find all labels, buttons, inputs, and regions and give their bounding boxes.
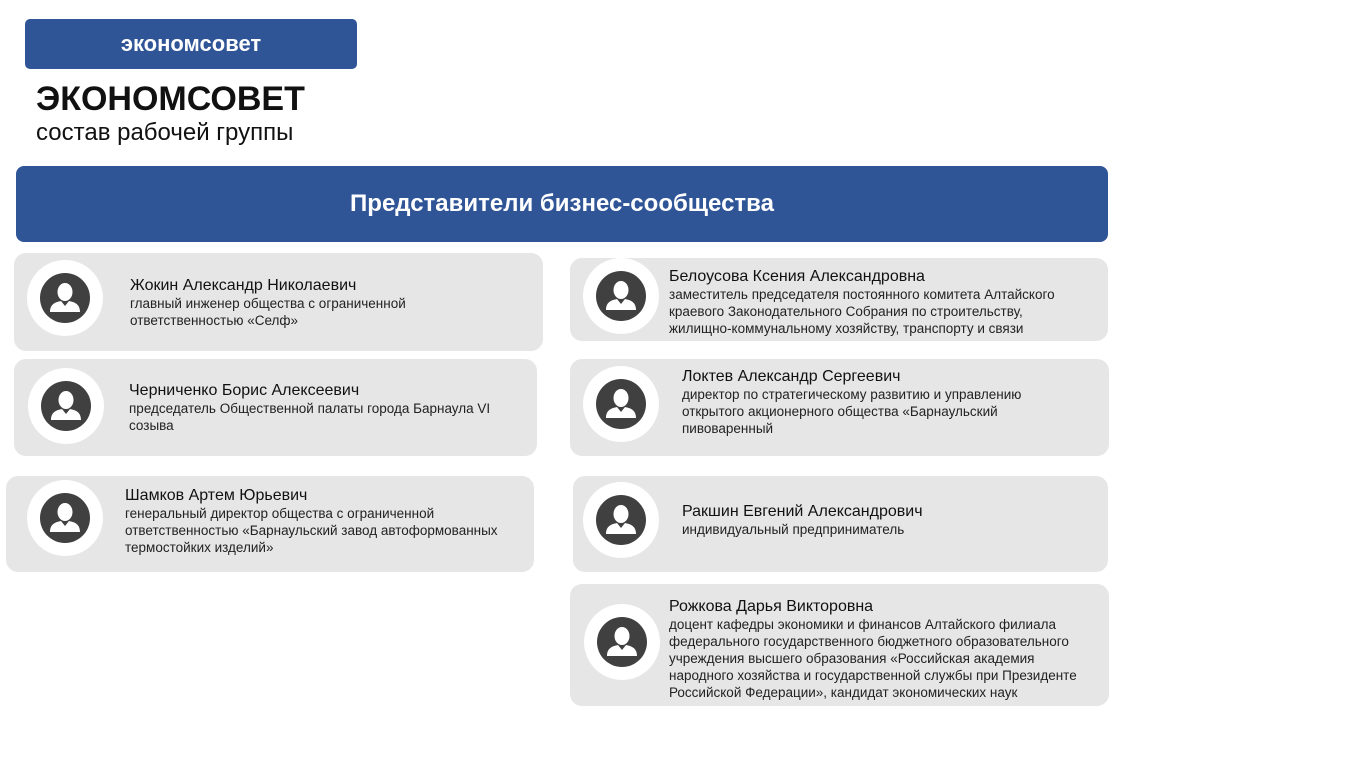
- member-position: генеральный директор общества с ограниченной ответственностью «Барнаульский завод автоформованных термостойких изделий»: [125, 506, 498, 555]
- member-card: [570, 359, 1109, 456]
- page-subtitle: состав рабочей группы: [36, 119, 294, 146]
- member-card: [570, 584, 1109, 706]
- person-icon: [596, 379, 646, 429]
- person-icon: [597, 617, 647, 667]
- person-icon: [41, 381, 91, 431]
- member-card: [570, 258, 1108, 341]
- avatar: [584, 604, 660, 680]
- member-position: председатель Общественной палаты города Барнаула VI созыва: [129, 401, 491, 433]
- member-position: заместитель председателя постоянного комитета Алтайского краевого Законодательного Собрания по строительству, жилищно-коммунальному хозяйству, транспорту и связи: [669, 287, 1055, 336]
- person-icon: [596, 495, 646, 545]
- avatar: [583, 366, 659, 442]
- avatar: [27, 480, 103, 556]
- member-card: [14, 253, 543, 351]
- member-name: Рожкова Дарья Викторовна: [669, 598, 874, 615]
- avatar: [583, 258, 659, 334]
- person-icon: [40, 273, 90, 323]
- member-card: [6, 476, 534, 572]
- member-card: [573, 476, 1108, 572]
- section-banner: Представители бизнес-сообщества: [16, 166, 1108, 242]
- member-position: доцент кафедры экономики и финансов Алтайского филиала федерального государственного бюджетного образовательного учреждения высшего образования «Российская академия народного хозяйства и государственной службы при Президенте Российской Федерации», кандидат экономических наук: [669, 617, 1077, 700]
- person-icon: [596, 271, 646, 321]
- header-badge: экономсовет: [25, 19, 357, 69]
- member-name: Локтев Александр Сергеевич: [682, 368, 901, 385]
- avatar: [28, 368, 104, 444]
- member-name: Черниченко Борис Алексеевич: [129, 382, 360, 399]
- person-icon: [40, 493, 90, 543]
- member-position: главный инженер общества с ограниченной ответственностью «Селф»: [130, 296, 406, 328]
- avatar: [583, 482, 659, 558]
- page-title: ЭКОНОМСОВЕТ: [36, 80, 305, 118]
- member-name: Шамков Артем Юрьевич: [125, 487, 308, 504]
- member-name: Белоусова Ксения Александровна: [669, 268, 925, 285]
- member-name: Ракшин Евгений Александрович: [682, 503, 923, 520]
- member-position: индивидуальный предприниматель: [682, 522, 905, 537]
- member-name: Жокин Александр Николаевич: [130, 277, 357, 294]
- member-card: [14, 359, 537, 456]
- member-position: директор по стратегическому развитию и управлению открытого акционерного общества «Барнаульский пивоваренный: [682, 387, 1022, 436]
- avatar: [27, 260, 103, 336]
